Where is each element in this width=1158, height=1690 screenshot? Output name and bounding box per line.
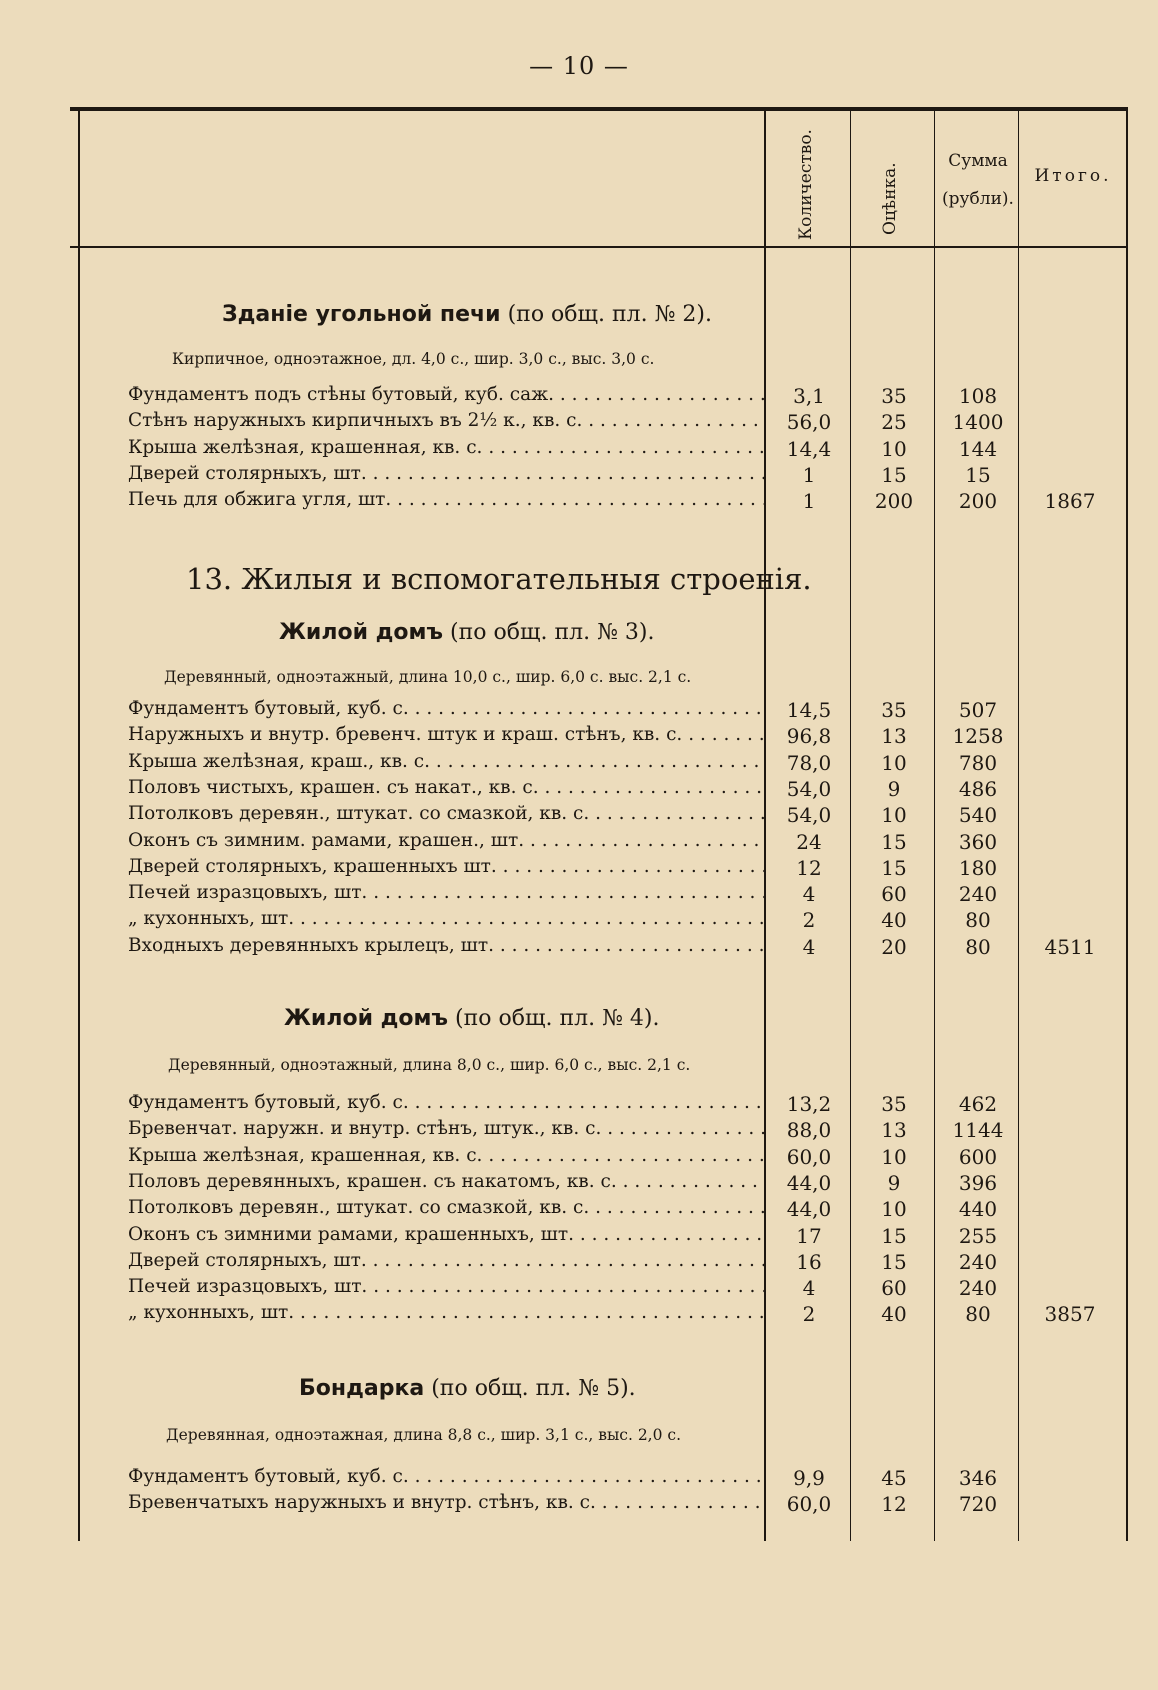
table-row	[0, 1466, 1158, 1492]
cell-quantity: 24	[796, 829, 822, 854]
table-row	[0, 384, 1158, 410]
section-title-rest: (по общ. пл. № 3).	[443, 620, 655, 645]
section-title-house-3	[279, 620, 654, 645]
header-sum-line1: Сумма	[948, 151, 1008, 171]
cell-quantity: 60,0	[786, 1492, 832, 1517]
table-row	[0, 935, 1158, 961]
cell-rate: 40	[881, 1302, 907, 1327]
cell-rate: 13	[881, 1118, 907, 1143]
row-label: Входныхъ деревянныхъ крылецъ, шт. . . .	[128, 935, 766, 956]
cell-rate: 35	[881, 698, 907, 722]
section-title-coal-kiln	[222, 302, 712, 327]
cell-rate: 45	[881, 1466, 907, 1490]
cell-rate: 10	[881, 1197, 907, 1222]
row-label: Фундаментъ бутовый, куб. с. . . .	[128, 1092, 766, 1113]
cell-rate: 40	[881, 908, 907, 933]
row-label: Потолковъ деревян., штукат. со смазкой, кв. с. . . .	[128, 1197, 766, 1218]
section-subtitle: Деревянный, одноэтажный, длина 8,0 с., шир. 6,0 с., выс. 2,1 с.	[168, 1056, 691, 1074]
cell-total: 4511	[1044, 934, 1096, 959]
cell-quantity: 2	[802, 1302, 816, 1327]
table-row	[0, 908, 1158, 934]
page-number: — 10 —	[529, 52, 629, 80]
cell-quantity: 44,0	[786, 1197, 832, 1222]
cell-rate: 15	[881, 462, 907, 487]
header-total: Итого.	[1034, 166, 1112, 186]
cell-rate: 25	[881, 410, 907, 435]
section-heading-13: 13. Жилыя и вспомогательныя строенія.	[186, 562, 812, 596]
cell-rate: 20	[881, 934, 907, 959]
row-label: Печей изразцовыхъ, шт. . . .	[128, 1276, 766, 1297]
table-row	[0, 1302, 1158, 1328]
table-row	[0, 1492, 1158, 1518]
cell-sum: 240	[958, 1276, 998, 1301]
cell-quantity: 14,4	[786, 436, 832, 461]
cell-sum: 540	[958, 803, 998, 828]
cell-rate: 15	[881, 1249, 907, 1274]
section-title-rest: (по общ. пл. № 5).	[424, 1376, 636, 1401]
header-sum	[936, 142, 1020, 218]
cell-rate: 60	[881, 1276, 907, 1301]
cell-sum: 1400	[952, 410, 1004, 435]
row-label: Оконъ съ зимними рамами, крашенныхъ, шт. . . .	[128, 1224, 766, 1245]
cell-rate: 10	[881, 436, 907, 461]
cell-quantity: 54,0	[786, 776, 832, 801]
cell-rate: 200	[874, 489, 914, 514]
header-rate: Оцѣнка.	[880, 162, 900, 235]
cell-quantity: 17	[796, 1223, 822, 1248]
row-label: Бревенчатыхъ наружныхъ и внутр. стѣнъ, кв. с. . . .	[128, 1492, 766, 1513]
cell-total: 1867	[1044, 489, 1096, 514]
cell-quantity: 4	[802, 934, 816, 959]
section-title-house-4	[284, 1006, 659, 1031]
cell-quantity: 14,5	[786, 698, 832, 722]
cell-rate: 10	[881, 803, 907, 828]
row-label: Потолковъ деревян., штукат. со смазкой, кв. с. . . .	[128, 803, 766, 824]
cell-quantity: 56,0	[786, 410, 832, 435]
cell-rate: 10	[881, 1144, 907, 1169]
section-title-bold: Жилой домъ	[279, 620, 444, 645]
cell-sum: 507	[958, 698, 998, 722]
cell-sum: 240	[958, 882, 998, 907]
cell-rate: 9	[887, 776, 901, 801]
row-label: Дверей столярныхъ, шт. . . .	[128, 1250, 766, 1271]
row-label: Дверей столярныхъ, крашенныхъ шт. . . .	[128, 856, 766, 877]
cell-sum: 80	[965, 934, 991, 959]
table-row	[0, 1118, 1158, 1144]
cell-rate: 15	[881, 1223, 907, 1248]
section-subtitle: Кирпичное, одноэтажное, дл. 4,0 с., шир. 3,0 с., выс. 3,0 с.	[172, 350, 655, 368]
cell-quantity: 3,1	[793, 384, 825, 408]
cell-rate: 35	[881, 384, 907, 408]
cell-sum: 440	[958, 1197, 998, 1222]
row-label: Печь для обжига угля, шт. . . .	[128, 489, 766, 510]
cell-quantity: 1	[802, 462, 816, 487]
cell-quantity: 1	[802, 489, 816, 514]
cell-sum: 780	[958, 750, 998, 775]
cell-sum: 80	[965, 908, 991, 933]
cell-rate: 15	[881, 855, 907, 880]
cell-sum: 240	[958, 1249, 998, 1274]
cell-quantity: 78,0	[786, 750, 832, 775]
table-row	[0, 882, 1158, 908]
section-title-bold: Зданіе угольной печи	[222, 302, 501, 327]
table-row	[0, 1224, 1158, 1250]
table-row	[0, 803, 1158, 829]
header-sum-line2: (рубли).	[942, 189, 1014, 209]
table-row	[0, 1276, 1158, 1302]
cell-rate: 60	[881, 882, 907, 907]
cell-sum: 346	[958, 1466, 998, 1490]
cell-sum: 396	[958, 1170, 998, 1195]
cell-quantity: 96,8	[786, 724, 832, 749]
row-label: „ кухонныхъ, шт. . . .	[128, 1302, 766, 1323]
table-row	[0, 489, 1158, 515]
table-row	[0, 410, 1158, 436]
table-row	[0, 751, 1158, 777]
table-row	[0, 1197, 1158, 1223]
section-subtitle: Деревянная, одноэтажная, длина 8,8 с., шир. 3,1 с., выс. 2,0 с.	[166, 1426, 682, 1444]
row-label: Бревенчат. наружн. и внутр. стѣнъ, штук., кв. с. . . .	[128, 1118, 766, 1139]
row-label: Оконъ съ зимним. рамами, крашен., шт. . . .	[128, 830, 766, 851]
cell-sum: 255	[958, 1223, 998, 1248]
cell-rate: 15	[881, 829, 907, 854]
cell-sum: 1258	[952, 724, 1004, 749]
row-label: Дверей столярныхъ, шт. . . .	[128, 463, 766, 484]
table-row	[0, 1145, 1158, 1171]
table-row	[0, 777, 1158, 803]
cell-quantity: 2	[802, 908, 816, 933]
table-top-rule	[70, 107, 1128, 111]
table-row	[0, 463, 1158, 489]
cell-rate: 13	[881, 724, 907, 749]
cell-rate: 12	[881, 1492, 907, 1517]
cell-quantity: 44,0	[786, 1170, 832, 1195]
cell-sum: 108	[958, 384, 998, 408]
cell-sum: 144	[958, 436, 998, 461]
cell-rate: 35	[881, 1092, 907, 1116]
row-label: Половъ деревянныхъ, крашен. съ накатомъ, кв. с. . . .	[128, 1171, 766, 1192]
cell-sum: 80	[965, 1302, 991, 1327]
cell-sum: 720	[958, 1492, 998, 1517]
cell-quantity: 12	[796, 855, 822, 880]
section-title-rest: (по общ. пл. № 2).	[500, 302, 712, 327]
row-label: Фундаментъ бутовый, куб. с. . . .	[128, 698, 766, 719]
table-row	[0, 437, 1158, 463]
cell-rate: 9	[887, 1170, 901, 1195]
row-label: Крыша желѣзная, краш., кв. с. . . .	[128, 751, 766, 772]
cell-quantity: 4	[802, 1276, 816, 1301]
table-row	[0, 856, 1158, 882]
table-row	[0, 724, 1158, 750]
cell-sum: 180	[958, 855, 998, 880]
table-row	[0, 1092, 1158, 1118]
table-row	[0, 1250, 1158, 1276]
cell-quantity: 16	[796, 1249, 822, 1274]
row-label: Крыша желѣзная, крашенная, кв. с. . . .	[128, 437, 766, 458]
section-title-rest: (по общ. пл. № 4).	[448, 1006, 660, 1031]
cell-sum: 462	[958, 1092, 998, 1116]
row-label: Печей изразцовыхъ, шт. . . .	[128, 882, 766, 903]
cell-rate: 10	[881, 750, 907, 775]
cell-quantity: 88,0	[786, 1118, 832, 1143]
cell-quantity: 4	[802, 882, 816, 907]
section-subtitle: Деревянный, одноэтажный, длина 10,0 с., шир. 6,0 с. выс. 2,1 с.	[164, 668, 692, 686]
row-label: Стѣнъ наружныхъ кирпичныхъ въ 2½ к., кв. с. . . .	[128, 410, 766, 431]
row-label: Наружныхъ и внутр. бревенч. штук и краш. стѣнъ, кв. с. . . .	[128, 724, 766, 745]
cell-sum: 486	[958, 776, 998, 801]
cell-sum: 360	[958, 829, 998, 854]
row-label: „ кухонныхъ, шт. . . .	[128, 908, 766, 929]
cell-sum: 200	[958, 489, 998, 514]
cell-quantity: 54,0	[786, 803, 832, 828]
section-title-cooperage	[299, 1376, 636, 1401]
table-row	[0, 698, 1158, 724]
row-label: Половъ чистыхъ, крашен. съ накат., кв. с. . . .	[128, 777, 766, 798]
cell-total: 3857	[1044, 1302, 1096, 1327]
cell-quantity: 60,0	[786, 1144, 832, 1169]
row-label: Фундаментъ подъ стѣны бутовый, куб. саж. . . .	[128, 384, 766, 405]
cell-sum: 600	[958, 1144, 998, 1169]
table-row	[0, 830, 1158, 856]
cell-quantity: 13,2	[786, 1092, 832, 1116]
cell-quantity: 9,9	[793, 1466, 825, 1490]
cell-sum: 15	[965, 462, 991, 487]
table-row	[0, 1171, 1158, 1197]
header-bottom-rule	[70, 246, 1128, 248]
section-title-bold: Жилой домъ	[284, 1006, 449, 1031]
header-quantity: Количество.	[796, 129, 816, 240]
section-title-bold: Бондарка	[299, 1376, 425, 1401]
row-label: Фундаментъ бутовый, куб. с. . . .	[128, 1466, 766, 1487]
row-label: Крыша желѣзная, крашенная, кв. с. . . .	[128, 1145, 766, 1166]
cell-sum: 1144	[952, 1118, 1004, 1143]
